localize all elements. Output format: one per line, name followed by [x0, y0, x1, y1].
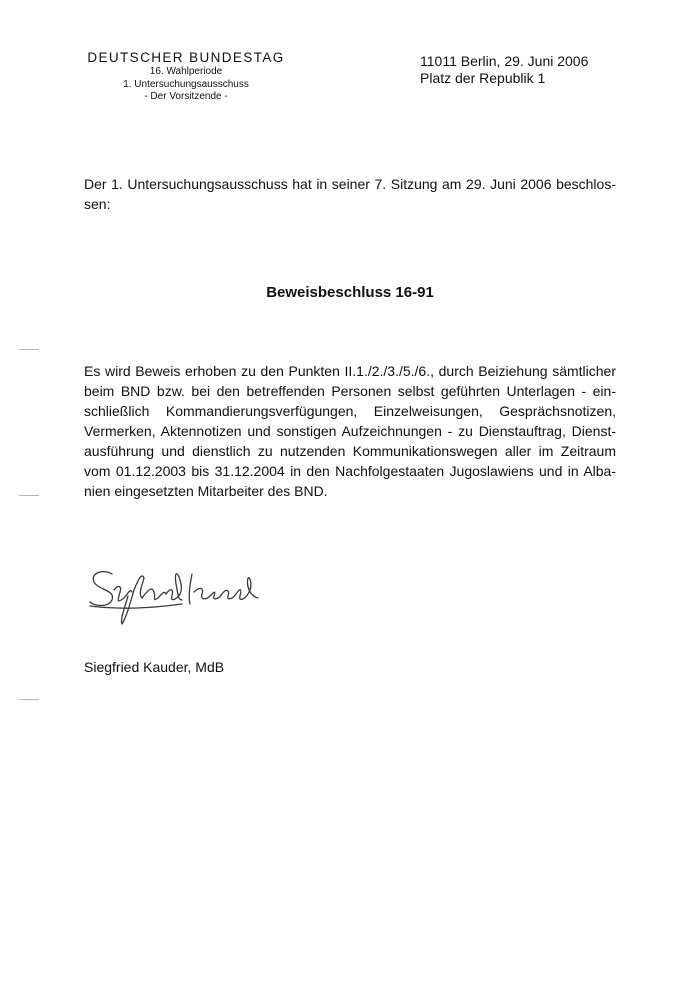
body-line: schließlich Kommandierungsverfügungen, Einzelweisungen, Gesprächsnotizen,	[84, 403, 616, 419]
place-date: 11011 Berlin, 29. Juni 2006	[420, 53, 589, 69]
body-line: ausführung und dienstlich zu nutzenden Kommunikationswegen aller im Zeitraum	[84, 443, 616, 459]
body-line: Es wird Beweis erhoben zu den Punkten II.1./2./3./5./6., durch Beiziehung sämtlicher	[84, 363, 616, 379]
electoral-period: 16. Wahlperiode	[149, 66, 223, 77]
body-line: nien eingesetzten Mitarbeiter des BND.	[84, 483, 328, 499]
intro-paragraph: Der 1. Untersuchungsausschuss hat in seiner 7. Sitzung am 29. Juni 2006 beschlos-sen:	[84, 176, 616, 212]
body-line: beim BND bzw. bei den betreffenden Personen selbst geführten Unterlagen - ein-	[84, 383, 616, 399]
signer-name: Siegfried Kauder, MdB	[84, 659, 225, 675]
sender-role: - Der Vorsitzende -	[144, 91, 228, 102]
document-title: Beweisbeschluss 16-91	[266, 284, 434, 301]
letterhead	[70, 49, 302, 104]
street-address: Platz der Republik 1	[420, 70, 546, 86]
body-line: Vermerken, Aktennotizen und sonstigen Aufzeichnungen - zu Dienstauftrag, Dienst-	[84, 423, 616, 439]
organization-name: DEUTSCHER BUNDESTAG	[87, 50, 285, 65]
fold-mark	[19, 699, 39, 700]
resolution-body	[84, 361, 616, 501]
address-block	[420, 53, 588, 87]
committee-name: 1. Untersuchungsausschuss	[123, 78, 249, 90]
fold-mark	[19, 349, 39, 350]
handwritten-signature	[82, 560, 272, 632]
body-line: vom 01.12.2003 bis 31.12.2004 in den Nachfolgestaaten Jugoslawiens und in Alba-	[84, 463, 616, 479]
punch-mark	[19, 495, 39, 496]
